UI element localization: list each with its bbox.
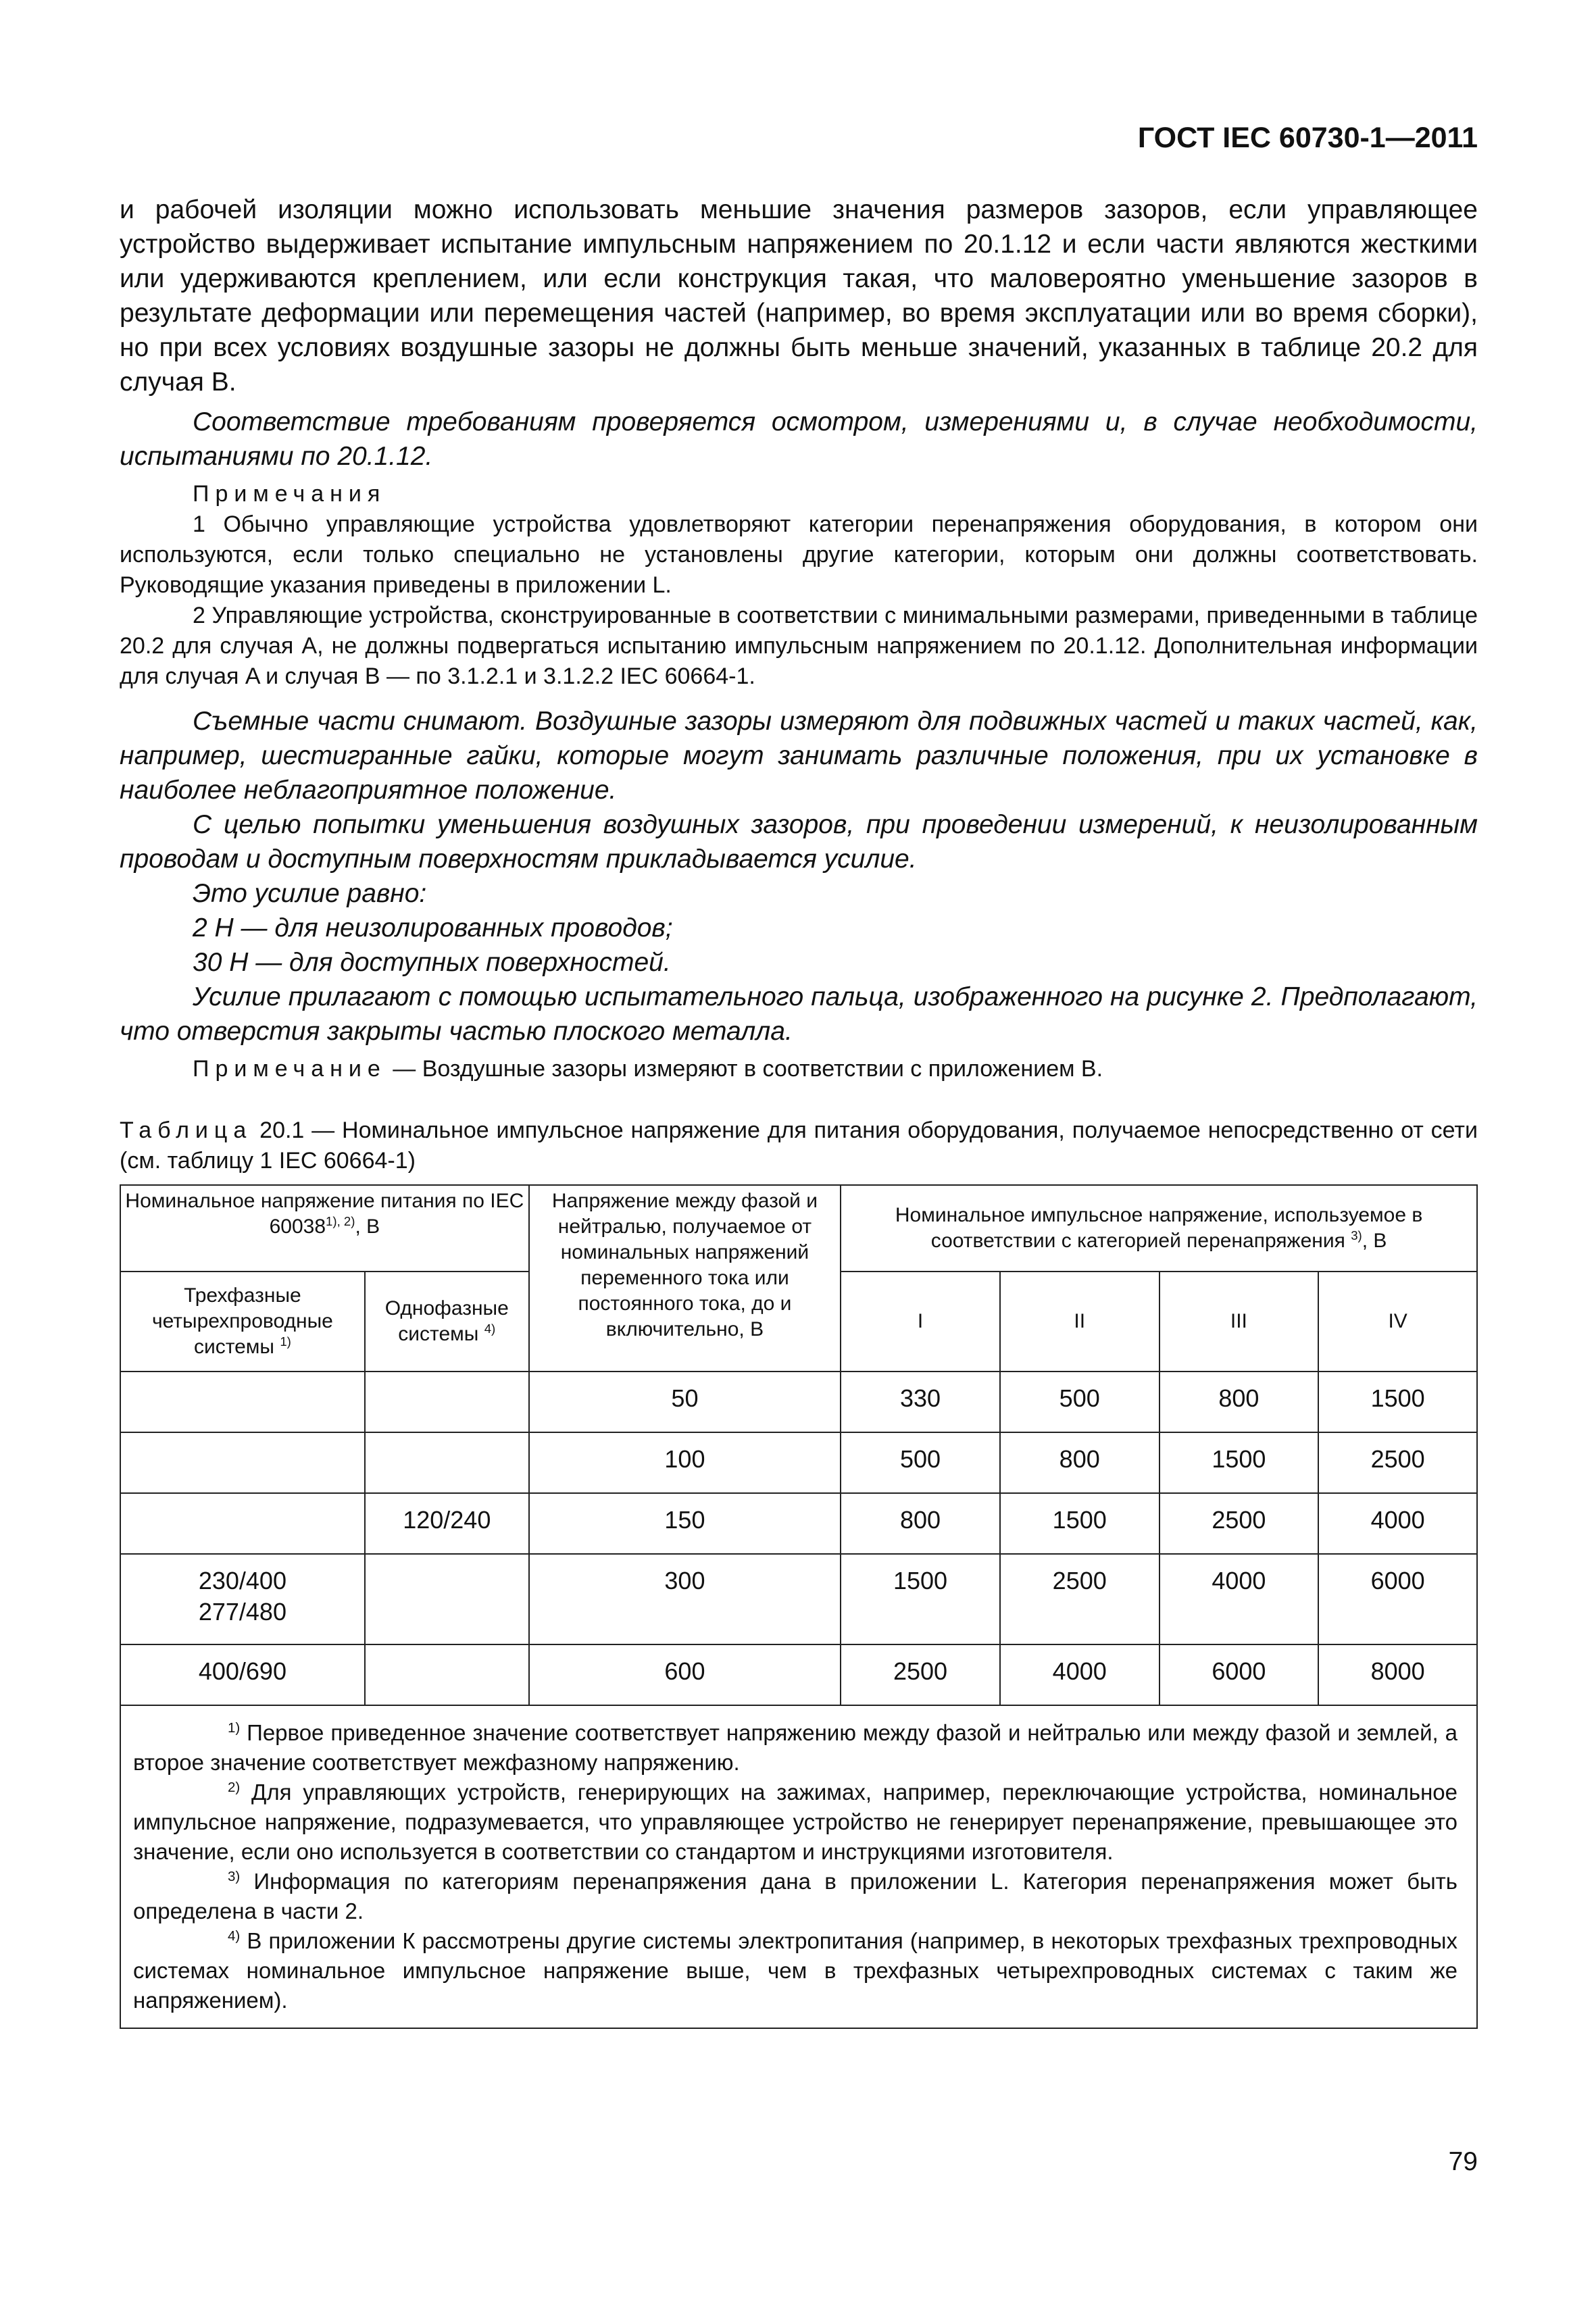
cell-cat-iii: 1500	[1159, 1432, 1319, 1493]
note-2: 2 Управляющие устройства, сконструированные в соответствии с минимальными размерами, приведенными в таблице 20.2 для случая A, не должны подвергаться испытанию импульсным напряжением по 20.1.12. Дополнительная информации для случая A и случая B — по 3.1.2.1 и 3.1.2.2 IEC 60664-1.	[120, 603, 1478, 689]
footnote: $^{3)}$ Информация по категориям перенапряжения дана в приложении L. Категория перенапряжения может быть определена в части 2.	[133, 1869, 1457, 1923]
page-number: 79	[1448, 2147, 1478, 2176]
cell-single-phase: 120/240	[365, 1493, 529, 1554]
cell-cat-i: 330	[841, 1372, 1000, 1432]
cell-three-phase	[120, 1493, 365, 1554]
voltage-table	[120, 1184, 1478, 2029]
header-phase-voltage: Напряжение между фазой и нейтралью, получаемое от номинальных напряжений переменного тока или постоянного тока, до и включительно, В	[529, 1185, 841, 1372]
header-nominal-voltage: Номинальное напряжение питания по IEC $60038^{1), 2)}$, В	[120, 1185, 529, 1272]
cell-cat-iv: 6000	[1318, 1554, 1477, 1644]
cell-single-phase	[365, 1432, 529, 1493]
cell-cat-ii: 1500	[1000, 1493, 1159, 1554]
body-text	[120, 193, 1478, 2029]
cell-cat-i: 1500	[841, 1554, 1000, 1644]
paragraph: Усилие прилагают с помощью испытательного пальца, изображенного на рисунке 2. Предполагают, что отверстия закрыты частью плоского металла.	[120, 982, 1478, 1046]
notes-title: Примечания	[193, 481, 386, 507]
paragraph: и рабочей изоляции можно использовать меньшие значения размеров зазоров, если управляющее устройство выдерживает испытание импульсным напряжением по 20.1.12 и если части являются жесткими или удерживаются креплением, или если конструкция такая, что маловероятно уменьшение зазоров в результате деформации или перемещения частей (например, во время эксплуатации или во время сборки), но при всех условиях воздушные зазоры не должны быть меньше значений, указанных в таблице 20.2 для случая B.	[120, 195, 1478, 397]
table-row	[120, 1432, 1477, 1493]
paragraph: Это усилие равно:	[193, 879, 427, 908]
table-row	[120, 1644, 1477, 1705]
cell-cat-ii: 800	[1000, 1432, 1159, 1493]
cell-single-phase	[365, 1554, 529, 1644]
paragraph: С целью попытки уменьшения воздушных зазоров, при проведении измерений, к неизолированным проводам и доступным поверхностям прикладывается усилие.	[120, 810, 1478, 874]
cell-three-phase	[120, 1372, 365, 1432]
cell-phase-voltage: 150	[529, 1493, 841, 1554]
cell-phase-voltage: 50	[529, 1372, 841, 1432]
category-header: IV	[1318, 1272, 1477, 1372]
category-header: II	[1000, 1272, 1159, 1372]
table-row	[120, 1493, 1477, 1554]
cell-three-phase	[120, 1432, 365, 1493]
cell-cat-iii: 2500	[1159, 1493, 1319, 1554]
cell-cat-iv: 2500	[1318, 1432, 1477, 1493]
cell-cat-iii: 800	[1159, 1372, 1319, 1432]
cell-cat-iv: 8000	[1318, 1644, 1477, 1705]
category-header: I	[841, 1272, 1000, 1372]
header-single-phase: Однофазные системы $^{4)}$	[365, 1272, 529, 1372]
table-footnotes	[120, 1705, 1477, 2028]
cell-three-phase: 230/400 277/480	[120, 1554, 365, 1644]
cell-phase-voltage: 300	[529, 1554, 841, 1644]
cell-cat-iii: 6000	[1159, 1644, 1319, 1705]
header-impulse-voltage: Номинальное импульсное напряжение, используемое в соответствии с категорией перенапряжения $^{3)}$, В	[841, 1185, 1477, 1272]
paragraph: Съемные части снимают. Воздушные зазоры измеряют для подвижных частей и таких частей, как, например, шестигранные гайки, которые могут занимать различные положения, при их установке в наиболее неблагоприятное положение.	[120, 707, 1478, 805]
cell-cat-ii: 500	[1000, 1372, 1159, 1432]
paragraph-compliance: Соответствие требованиям проверяется осмотром, измерениями и, в случае необходимости, испытаниями по 20.1.12.	[120, 407, 1478, 471]
cell-phase-voltage: 600	[529, 1644, 841, 1705]
footnote: $^{2)}$ Для управляющих устройств, генерирующих на зажимах, например, переключающие устройства, номинальное импульсное напряжение, подразумевается, что управляющее устройство не генерирует перенапряжение, превышающее это значение, если оно используется в соответствии со стандартом и инструкциями изготовителя.	[133, 1780, 1457, 1864]
cell-cat-iii: 4000	[1159, 1554, 1319, 1644]
cell-cat-i: 2500	[841, 1644, 1000, 1705]
cell-cat-ii: 4000	[1000, 1644, 1159, 1705]
note-3: Примечание — Воздушные зазоры измеряют в соответствии с приложением B.	[193, 1056, 1103, 1082]
document-header: ГОСТ IEC 60730-1—2011	[1137, 122, 1478, 154]
cell-three-phase: 400/690	[120, 1644, 365, 1705]
cell-cat-i: 500	[841, 1432, 1000, 1493]
table-row	[120, 1554, 1477, 1644]
cell-single-phase	[365, 1372, 529, 1432]
header-three-phase: Трехфазные четырехпроводные системы $^{1)}$	[120, 1272, 365, 1372]
paragraph: 30 Н — для доступных поверхностей.	[193, 948, 671, 977]
table-row	[120, 1372, 1477, 1432]
cell-cat-ii: 2500	[1000, 1554, 1159, 1644]
cell-cat-i: 800	[841, 1493, 1000, 1554]
cell-phase-voltage: 100	[529, 1432, 841, 1493]
cell-cat-iv: 4000	[1318, 1493, 1477, 1554]
cell-cat-iv: 1500	[1318, 1372, 1477, 1432]
footnote: $^{1)}$ Первое приведенное значение соответствует напряжению между фазой и нейтралью или между фазой и землей, а второе значение соответствует межфазному напряжению.	[133, 1720, 1457, 1775]
table-caption: Таблица 20.1 — Номинальное импульсное напряжение для питания оборудования, получаемое непосредственно от сети (см. таблицу 1 IEC 60664-1)	[120, 1117, 1478, 1174]
cell-single-phase	[365, 1644, 529, 1705]
note-1: 1 Обычно управляющие устройства удовлетворяют категории перенапряжения оборудования, в котором они используются, если только специально не установлены другие категории, которым они должны соответствовать. Руководящие указания приведены в приложении L.	[120, 511, 1478, 598]
category-header: III	[1159, 1272, 1319, 1372]
footnote: $^{4)}$ В приложении К рассмотрены другие системы электропитания (например, в некоторых трехфазных трехпроводных системах номинальное импульсное напряжение выше, чем в трехфазных четырехпроводных системах с таким же напряжением).	[133, 1928, 1457, 2013]
paragraph: 2 Н — для неизолированных проводов;	[193, 913, 673, 942]
